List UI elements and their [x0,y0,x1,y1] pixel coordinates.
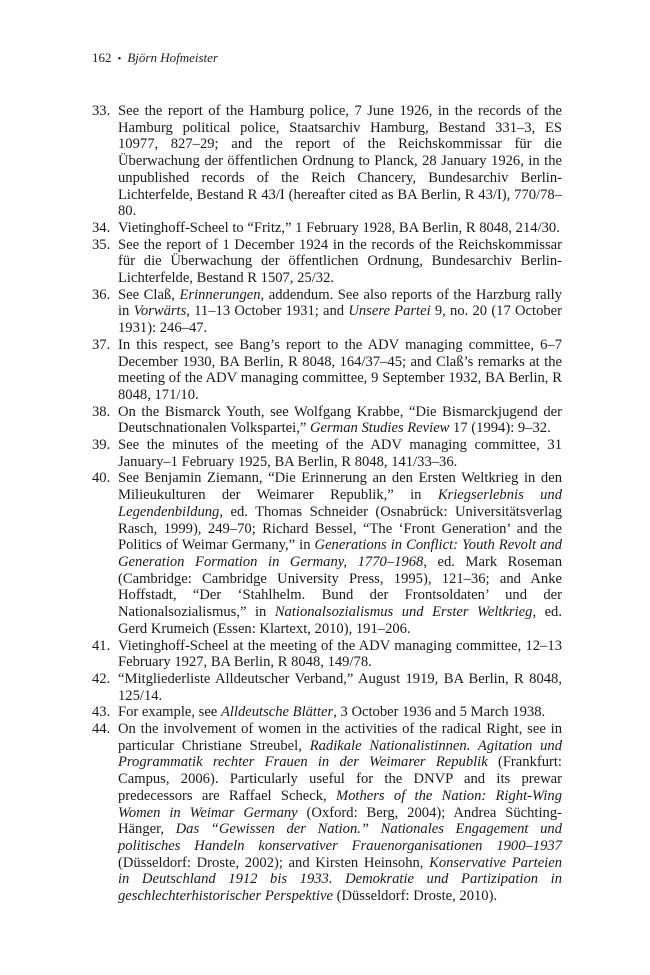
endnote-italic-title: Erinnerungen [179,286,261,303]
endnote [92,437,562,470]
endnote-text: 9, no. 20 (17 October 1931): 246–47. [118,303,562,337]
endnote-italic-title: Nationalsozialismus und Erster Weltkrieg [274,604,533,621]
endnote [92,237,562,287]
endnote-italic-title: Alldeutsche Blätter [220,704,334,721]
endnote-text: , ed. Gerd Krumeich (Essen: Klartext, 2010), 191–206. [118,604,562,637]
endnote-number: 36. [92,286,111,303]
endnote-text: , 11–13 October 1931; and [186,303,349,320]
endnote [92,220,562,237]
endnote-number: 35. [92,236,111,253]
endnote-italic-title: Das “Gewissen der Nation.” Nationales Engagement und politisches Handeln konservativer Frauenorganisationen 1900–1937 [118,821,562,854]
endnote-number: 38. [92,403,111,420]
endnote [92,103,562,220]
endnote [92,337,562,404]
endnote-italic-title: Mothers of the Nation: Right-Wing Women in Weimar Germany [118,787,562,821]
endnote-italic-title: German Studies Review [309,420,450,437]
running-head [92,50,218,66]
endnote-text: (Düsseldorf: Droste, 2002); and Kirsten Heinsohn, [118,854,430,871]
endnote-number: 34. [92,219,111,236]
endnote [92,671,562,704]
endnote-text: , addendum. See also reports of the Harzburg rally in [118,286,562,320]
endnote-number: 33. [92,103,111,119]
endnote-text: (Frankfurt: Campus, 2006). Particularly useful for the DNVP and its prewar predecessors are Raffael Scheck, [118,754,562,804]
endnote [92,404,562,437]
endnote-text: 17 (1994): 9–32. [449,420,551,437]
endnote [92,638,562,671]
endnote-italic-title: Generations in Conflict: Youth Revolt and Generation Formation in Germany, 1770–1968 [118,537,562,570]
endnote-number: 39. [92,437,111,454]
endnote-text: See the minutes of the meeting of the ADV managing committee, 31 January–1 February 1925, BA Berlin, R 8048, 141/33–36. [118,437,562,470]
author-name: Björn Hofmeister [127,50,218,65]
endnote-text: In this respect, see Bang’s report to the ADV managing committee, 6–7 December 1930, BA Berlin, R 8048, 164/37–45; and Claß’s remarks at the meeting of the ADV managing committee, 9 September 1932, BA Berlin, R 8048, 171/10. [118,336,562,403]
endnote-text: , ed. Thomas Schneider (Osnabrück: Universitätsverlag Rasch, 1999), 249–70; Richard Bessel, “The ‘Front Generation’ and the Politics of Weimar Germany,” in [118,503,562,554]
endnote [92,721,562,905]
endnote-text: On the involvement of women in the activities of the radical Right, see in particular Christiane Streubel, [118,721,562,754]
endnote-text: See Claß, [118,286,180,303]
endnote-text: Vietinghoff-Scheel at the meeting of the ADV managing committee, 12–13 February 1927, BA Berlin, R 8048, 149/78. [118,637,562,671]
endnote-text: See the report of 1 December 1924 in the records of the Reichskommissar für die Überwachung der öffentlichen Ordnung, Bundesarchiv Berlin-Lichterfelde, Bestand R 1507, 25/32. [118,236,562,287]
endnote [92,470,562,637]
endnote-italic-title: Vorwärts [133,303,187,320]
endnote-italic-title: Radikale Nationalistinnen. Agitation und Programmatik rechter Frauen in der Weimarer Republik [118,737,562,771]
endnote-text: (Düsseldorf: Droste, 2010). [332,888,498,905]
header-separator: • [117,53,122,65]
endnote [92,287,562,337]
endnote-text: For example, see [118,704,221,721]
endnote-number: 37. [92,336,111,353]
endnote-text: , 3 October 1936 and 5 March 1938. [333,704,546,721]
endnote-text: (Oxford: Berg, 2004); Andrea Süchting-Hänger, [118,804,562,838]
endnotes-list [92,103,562,905]
endnote-number: 40. [92,470,111,487]
endnote-text: Vietinghoff-Scheel to “Fritz,” 1 February 1928, BA Berlin, R 8048, 214/30. [118,219,560,236]
endnote-text: “Mitgliederliste Alldeutscher Verband,” August 1919, BA Berlin, R 8048, 125/14. [118,670,562,704]
endnote-number: 42. [92,670,111,687]
endnote-text: See Benjamin Ziemann, “Die Erinnerung an den Ersten Weltkrieg in den Milieukulturen der Weimarer Republik,” in [118,470,562,504]
page-number: 162 [92,50,112,65]
endnote-text: See the report of the Hamburg police, 7 June 1926, in the records of the Hamburg political police, Staatsarchiv Hamburg, Bestand 331–3, ES 10977, 827–29; and the report of the Reichskommissar für die Überwachung der öffentlichen Ordnung to Planck, 28 January 1926, in the unpublished records of the Reich Chancery, Bundesarchiv Berlin-Lichterfelde, Bestand R 43/I (hereafter cited as BA Berlin, R 43/I), 770/78–80. [118,103,562,220]
endnote-number: 44. [92,721,111,738]
endnote-number: 43. [92,704,111,721]
endnote-italic-title: Kriegserlebnis und Legendenbildung [118,487,562,520]
endnote-text: On the Bismarck Youth, see Wolfgang Krabbe, “Die Bismarckjugend der Deutschnationalen Volkspartei,” [118,403,562,437]
endnote [92,704,562,721]
endnote-number: 41. [92,637,111,654]
endnote-italic-title: Konservative Parteien in Deutschland 1912 bis 1933. Demokratie und Partizipation in geschlechterhistorischer Perspektive [118,854,563,905]
endnote-text: , ed. Mark Roseman (Cambridge: Cambridge University Press, 1995), 121–36; and Anke Hoffstadt, “Der ‘Stahlhelm. Bund der Frontsoldaten’ und der Nationalsozialismus,” in [118,553,562,621]
endnote-italic-title: Unsere Partei [348,303,431,320]
